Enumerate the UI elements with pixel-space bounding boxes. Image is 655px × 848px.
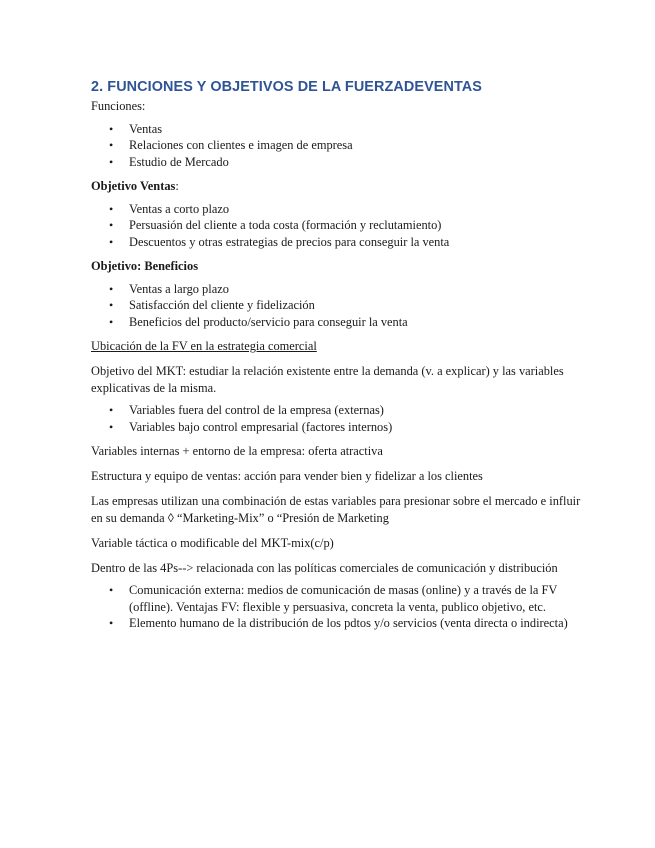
list-item: • Beneficios del producto/servicio para conseguir la venta bbox=[91, 314, 581, 331]
funciones-label: Funciones: bbox=[91, 99, 146, 113]
cuatro-ps-paragraph: Dentro de las 4Ps--> relacionada con las políticas comerciales de comunicación y distribución bbox=[91, 560, 558, 575]
empresas-paragraph: Las empresas utilizan una combinación de estas variables para presionar sobre el mercado e influir en su demanda ◊ “Marketing-Mix” o “Presión de Marketing bbox=[91, 494, 581, 525]
list-item: • Comunicación externa: medios de comunicación de masas (online) y a través de la FV (offline). Ventajas FV: flexible y persuasiva, concreta la venta, publico objetivo, etc. bbox=[91, 582, 581, 615]
variables-list bbox=[91, 402, 581, 435]
objetivo-ventas-paragraph bbox=[91, 178, 581, 195]
objetivo-ventas-colon: : bbox=[175, 179, 179, 193]
funciones-list bbox=[91, 121, 581, 171]
objetivo-ventas-label: Objetivo Ventas bbox=[91, 179, 176, 193]
document-page bbox=[91, 78, 581, 640]
list-item: • Ventas a largo plazo bbox=[91, 281, 581, 298]
list-item: • Variables bajo control empresarial (factores internos) bbox=[91, 419, 581, 436]
list-item: • Estudio de Mercado bbox=[91, 154, 581, 171]
list-item: • Ventas a corto plazo bbox=[91, 201, 581, 218]
variables-internas-paragraph: Variables internas + entorno de la empresa: oferta atractiva bbox=[91, 444, 383, 458]
list-item: • Variables fuera del control de la empresa (externas) bbox=[91, 402, 581, 419]
list-item: • Ventas bbox=[91, 121, 581, 138]
objetivo-beneficios-list bbox=[91, 281, 581, 331]
list-item: • Descuentos y otras estrategias de precios para conseguir la venta bbox=[91, 234, 581, 251]
objetivo-ventas-list bbox=[91, 201, 581, 251]
list-item: • Satisfacción del cliente y fidelización bbox=[91, 297, 581, 314]
ubicacion-subheading: Ubicación de la FV en la estrategia comercial bbox=[91, 339, 317, 353]
comunicacion-list bbox=[91, 582, 581, 632]
list-item: • Elemento humano de la distribución de los pdtos y/o servicios (venta directa o indirecta) bbox=[91, 615, 581, 632]
section-heading: 2. FUNCIONES Y OBJETIVOS DE LA FUERZADEVENTAS bbox=[91, 79, 482, 95]
variable-tactica-paragraph: Variable táctica o modificable del MKT-mix(c/p) bbox=[91, 535, 334, 550]
list-item: • Persuasión del cliente a toda costa (formación y reclutamiento) bbox=[91, 217, 581, 234]
estructura-paragraph: Estructura y equipo de ventas: acción para vender bien y fidelizar a los clientes bbox=[91, 469, 483, 483]
objetivo-mkt-paragraph: Objetivo del MKT: estudiar la relación existente entre la demanda (v. a explicar) y las variables explicativas de la misma. bbox=[91, 364, 564, 395]
list-item: • Relaciones con clientes e imagen de empresa bbox=[91, 137, 581, 154]
objetivo-beneficios-label: Objetivo: Beneficios bbox=[91, 259, 199, 273]
